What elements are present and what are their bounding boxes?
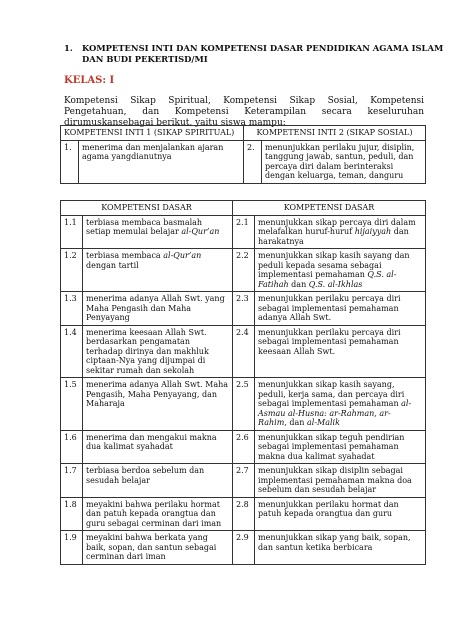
table-row: [61, 325, 426, 378]
kd2-number: 2.3: [233, 292, 255, 326]
kd2-number: 2.8: [233, 497, 255, 531]
text-segment: menunjukkan sikap teguh pendirian sebagai implementasi pemahaman makna dua kalimat syahadat: [258, 432, 405, 461]
kd2-text: [255, 497, 426, 531]
table-row: [61, 292, 426, 326]
table-row: [61, 531, 426, 565]
kd2-number: 2.4: [233, 325, 255, 378]
kd2-text: [255, 464, 426, 498]
ki2-number: 2.: [244, 140, 262, 183]
text-segment: terbiasa membaca basmalah setiap memulai belajar: [86, 217, 203, 236]
text-segment: menunjukkan sikap kasih sayang, peduli, kerja sama, dan percaya diri sebagai implementasi pemahaman: [258, 380, 405, 408]
kd1-text: [83, 215, 233, 249]
text-segment: terbiasa membaca: [86, 251, 164, 260]
kd2-number: 2.1: [233, 215, 255, 249]
class-label: KELAS: I: [64, 75, 115, 86]
kd1-text: [83, 464, 233, 498]
kd1-text: [83, 378, 233, 431]
ki2-text: menunjukkan perilaku jujur, disiplin, tanggung jawab, santun, peduli, dan percaya diri dalam berinteraksi dengan keluarga, teman, danguru: [262, 140, 426, 183]
table-row: [61, 497, 426, 531]
basic-competence-body: [61, 215, 426, 564]
text-segment: meyakini bahwa perilaku hormat dan patuh kepada orangtua dan guru sebagai cerminan dari iman: [86, 499, 222, 528]
ki1-header: KOMPETENSI INTI 1 (SIKAP SPIRITUAL): [61, 126, 244, 141]
basic-competence-table: [60, 200, 426, 565]
text-segment: terbiasa berdoa sebelum dan sesudah belajar: [86, 466, 205, 485]
kd2-text: [255, 531, 426, 565]
kd1-number: 1.8: [61, 497, 83, 531]
kd2-number: 2.9: [233, 531, 255, 565]
text-segment: menunjukkan sikap kasih sayang dan peduli kepada sesama sebagai implementasi pemahaman: [258, 251, 410, 279]
kd1-text: [83, 497, 233, 531]
kd2-text: [255, 292, 426, 326]
text-segment: menunjukkan sikap yang baik, sopan, dan santun ketika berbicara: [258, 533, 411, 552]
kd2-number: 2.5: [233, 378, 255, 431]
text-segment: menunjukkan sikap disiplin sebagai implementasi pemahaman makna doa sebelum dan sesudah belajar: [258, 466, 412, 494]
core-competence-table: [60, 125, 426, 184]
kd1-number: 1.4: [61, 325, 83, 378]
text-segment: dengan tartil: [86, 260, 139, 270]
kd1-number: 1.3: [61, 292, 83, 326]
italic-term: Q.S. al-Ikhlas: [308, 279, 363, 289]
kd1-text: [83, 325, 233, 378]
italic-term: al-Qur’an: [181, 227, 220, 236]
kd2-text: [255, 249, 426, 292]
text-segment: meyakini bahwa berkata yang baik, sopan, dan santun sebagai cerminan dari iman: [86, 533, 217, 561]
kd1-header: KOMPETENSI DASAR: [61, 201, 233, 216]
kd1-number: 1.2: [61, 249, 83, 292]
kd2-header: KOMPETENSI DASAR: [233, 201, 426, 216]
text-segment: menerima dan mengakui makna dua kalimat syahadat: [86, 432, 217, 451]
kd2-number: 2.2: [233, 249, 255, 292]
text-segment: menunjukkan sikap percaya diri dalam melafalkan huruf-huruf: [258, 217, 416, 236]
italic-term: al-Malik: [306, 418, 340, 427]
text-segment: menerima adanya Allah Swt. yang Maha Pengasih dan Maha Penyayang: [86, 294, 225, 322]
table-row: [61, 430, 426, 464]
intro-paragraph: Kompetensi Sikap Spiritual, Kompetensi Sikap Sosial, Kompetensi Pengetahuan, dan Kompetensi Keterampilan secara keseluruhan dirumuskansebagai berikut, yaitu siswa mampu:: [64, 96, 424, 128]
text-segment: menunjukkan perilaku percaya diri sebagai implementasi pemahaman adanya Allah Swt.: [258, 294, 401, 322]
ki1-text: menerima dan menjalankan ajaran agama yangdianutnya: [79, 140, 244, 183]
kd2-text: [255, 325, 426, 378]
kd1-number: 1.1: [61, 215, 83, 249]
text-segment: menerima keesaan Allah Swt. berdasarkan pengamatan terhadap dirinya dan makhluk ciptaan-Nya yang dijumpai di sekitar rumah dan sekolah: [86, 327, 209, 375]
text-segment: menerima adanya Allah Swt. Maha Pengasih, Maha Penyayang, dan Maharaja: [86, 380, 229, 408]
kd2-text: [255, 378, 426, 431]
table-row: [61, 464, 426, 498]
kd2-number: 2.7: [233, 464, 255, 498]
text-segment: dan: [286, 418, 307, 427]
table-row: [61, 249, 426, 292]
kd2-text: [255, 215, 426, 249]
kd1-number: 1.6: [61, 430, 83, 464]
section-number: 1.: [64, 43, 73, 53]
text-segment: menunjukkan perilaku percaya diri sebagai implementasi pemahaman keesaan Allah Swt.: [258, 327, 401, 356]
text-segment: dan harakatnya: [258, 227, 409, 246]
table-row: [61, 378, 426, 431]
kd1-number: 1.9: [61, 531, 83, 565]
kd1-number: 1.5: [61, 378, 83, 431]
ki2-header: KOMPETENSI INTI 2 (SIKAP SOSIAL): [244, 126, 426, 141]
italic-term: Q.S. al-Fatihah: [258, 270, 397, 289]
text-segment: dan: [288, 279, 309, 289]
italic-term: al-Qur’an: [163, 251, 202, 260]
table-row: [61, 215, 426, 249]
kd1-text: [83, 430, 233, 464]
kd2-number: 2.6: [233, 430, 255, 464]
italic-term: al-Asmau al-Husna: ar-Rahman, ar- Rahim,: [258, 399, 412, 427]
section-heading: [64, 43, 444, 65]
core-competence-header-row: [61, 126, 426, 141]
section-title: KOMPETENSI INTI DAN KOMPETENSI DASAR PENDIDIKAN AGAMA ISLAM DAN BUDI PEKERTISD/MI: [82, 43, 444, 64]
ki1-number: 1.: [61, 140, 79, 183]
kd1-text: [83, 531, 233, 565]
kd1-number: 1.7: [61, 464, 83, 498]
table-row: [61, 140, 426, 183]
text-segment: menunjukkan perilaku hormat dan patuh kepada orangtua dan guru: [258, 499, 399, 518]
kd1-text: [83, 249, 233, 292]
kd1-text: [83, 292, 233, 326]
basic-competence-header-row: [61, 201, 426, 216]
kd2-text: [255, 430, 426, 464]
italic-term: hijaiyyah: [354, 227, 392, 236]
